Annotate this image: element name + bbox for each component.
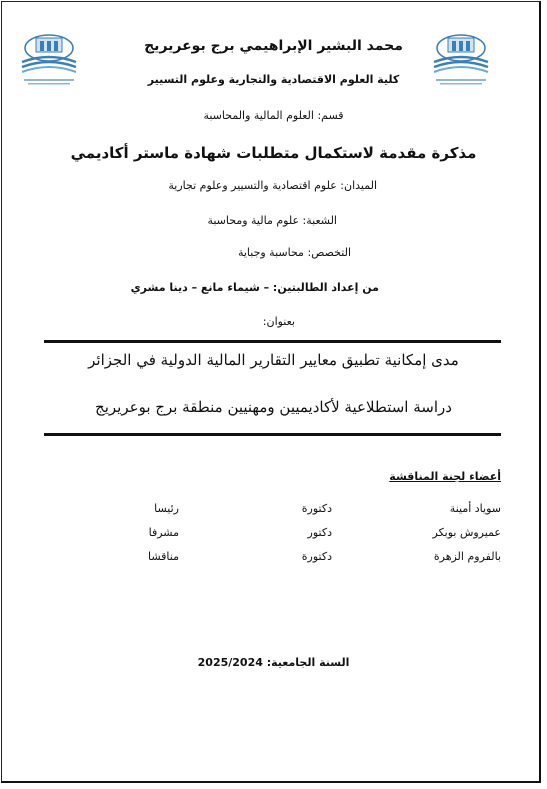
member-name: عميروش بوبكر	[432, 526, 501, 539]
member-role: مناقشا	[148, 550, 179, 563]
domain-field: الميدان: علوم اقتصادية والتسيير وعلوم تجارية	[168, 179, 377, 192]
thesis-title-line2: دراسة استطلاعية لأكاديميين ومهنيين منطقة برج بوعريريج	[95, 398, 452, 416]
prepared-by-field: من إعداد الطالبتين: – شيماء مانع – دينا مشري	[130, 281, 379, 294]
member-role: رئيسا	[154, 502, 179, 515]
department-name: قسم: العلوم المالية والمحاسبة	[203, 109, 344, 122]
member-name: بالفروم الزهرة	[433, 550, 501, 563]
branch-field: الشعبة: علوم مالية ومحاسبة	[207, 214, 337, 227]
university-name: محمد البشير الإبراهيمي برج بوعريريج	[144, 38, 403, 54]
title-divider-bottom	[44, 433, 501, 436]
member-rank: دكتور	[307, 526, 332, 539]
member-rank: دكتورة	[301, 550, 332, 563]
thesis-title-line1: مدى إمكانية تطبيق معايير التقارير المالية الدولية في الجزائر	[88, 351, 459, 369]
thesis-type: مذكرة مقدمة لاستكمال متطلبات شهادة ماستر أكاديمي	[70, 144, 477, 162]
title-divider-top	[44, 340, 501, 343]
faculty-name: كلية العلوم الاقتصادية والتجارية وعلوم التسيير	[147, 73, 400, 86]
member-name: سوياد أمينة	[449, 502, 501, 515]
academic-year: السنة الجامعية: 2025/2024	[197, 656, 350, 669]
title-label: بعنوان:	[262, 315, 295, 328]
specialty-field: التخصص: محاسبة وجباية	[237, 246, 351, 259]
committee-heading: أعضاء لجنة المناقشة	[389, 470, 501, 483]
member-role: مشرفا	[148, 526, 179, 539]
member-rank: دكتورة	[301, 502, 332, 515]
